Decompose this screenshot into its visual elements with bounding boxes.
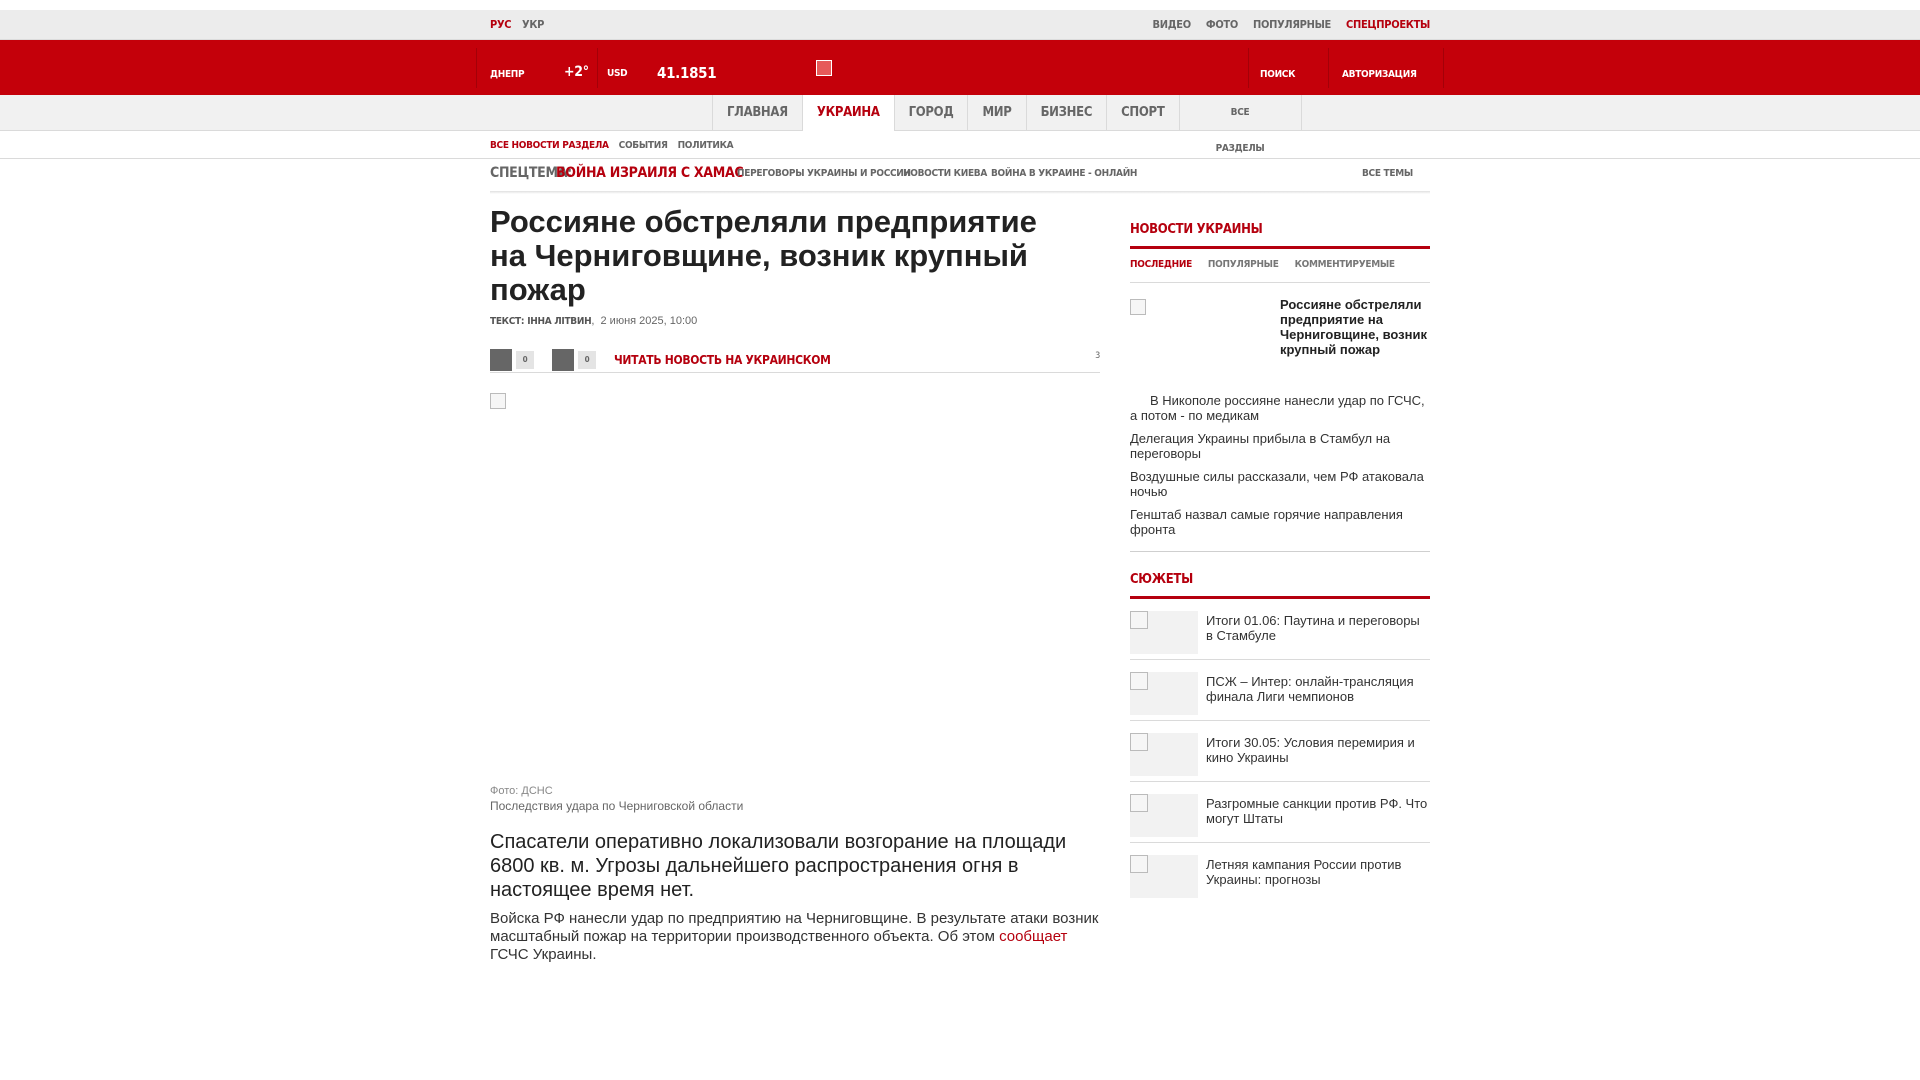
story-item[interactable] xyxy=(1130,599,1430,660)
share-bar xyxy=(490,343,1100,373)
news-item[interactable]: В Никополе россияне нанесли удар по ГСЧС, а потом - по медикам xyxy=(1130,393,1425,423)
nav-city[interactable]: ГОРОД xyxy=(895,95,969,131)
story-title[interactable]: Итоги 30.05: Условия перемирия и кино Украины xyxy=(1206,735,1415,765)
nav-world[interactable]: МИР xyxy=(968,95,1026,131)
topic-link-war-online[interactable]: ВОЙНА В УКРАИНЕ - ОНЛАЙН xyxy=(991,168,1138,179)
special-projects-link[interactable]: СПЕЦПРОЕКТЫ xyxy=(1346,18,1430,31)
story-item[interactable] xyxy=(1130,660,1430,721)
story-image[interactable] xyxy=(1130,855,1198,898)
story-title[interactable]: ПСЖ – Интер: онлайн-трансляция финала Лиги чемпионов xyxy=(1206,674,1414,704)
divider xyxy=(1130,551,1430,552)
news-item[interactable]: Делегация Украины прибыла в Стамбул на переговоры xyxy=(1130,431,1391,461)
site-logo[interactable] xyxy=(816,60,832,76)
article-body xyxy=(490,910,1100,964)
news-item[interactable]: Воздушные силы рассказали, чем РФ атаковала ночью xyxy=(1130,469,1424,499)
nav-ukraine[interactable]: УКРАИНА xyxy=(803,95,895,131)
news-tabs xyxy=(1130,259,1430,283)
section-subnav xyxy=(0,131,1920,159)
story-image[interactable] xyxy=(1130,611,1198,654)
source-link[interactable]: сообщает xyxy=(999,928,1068,945)
nav-all-sections[interactable]: ВСЕ РАЗДЕЛЫ xyxy=(1180,95,1302,131)
story-item[interactable] xyxy=(1130,843,1430,904)
featured-news-image[interactable] xyxy=(1130,299,1146,315)
special-topic-label: СПЕЦТЕМА: xyxy=(490,165,572,181)
divider xyxy=(490,191,1430,194)
site-header xyxy=(0,40,1920,95)
story-title[interactable]: Разгромные санкции против РФ. Что могут Штаты xyxy=(1206,796,1428,826)
read-in-ukrainian-link[interactable]: ЧИТАТЬ НОВОСТЬ НА УКРАИНСКОМ xyxy=(614,353,831,367)
divider xyxy=(597,48,598,88)
body-text: ГСЧС Украины. xyxy=(490,946,597,963)
divider xyxy=(1248,48,1249,88)
article-main-image xyxy=(490,393,506,409)
nav-business[interactable]: БИЗНЕС xyxy=(1027,95,1108,131)
story-image[interactable] xyxy=(1130,794,1198,837)
divider xyxy=(1130,246,1430,249)
share-count: 0 xyxy=(516,351,534,369)
video-link[interactable]: ВИДЕО xyxy=(1152,18,1191,31)
topic-link-negotiations[interactable]: ПЕРЕГОВОРЫ УКРАИНЫ И РОССИИ xyxy=(737,168,911,179)
story-title[interactable]: Летняя кампания России против Украины: прогнозы xyxy=(1206,857,1402,887)
topic-link-kyiv-news[interactable]: НОВОСТИ КИЕВА xyxy=(903,168,988,179)
article xyxy=(490,204,1100,963)
tab-popular[interactable]: ПОПУЛЯРНЫЕ xyxy=(1207,259,1279,270)
tab-commented[interactable]: КОММЕНТИРУЕМЫЕ xyxy=(1294,259,1395,270)
share-telegram-button[interactable] xyxy=(552,349,574,371)
article-date: 2 июня 2025, 10:00 xyxy=(600,315,698,327)
lang-ru-link[interactable]: РУС xyxy=(490,18,512,31)
featured-news-title[interactable]: Россияне обстреляли предприятие на Черниговщине, возник крупный пожар xyxy=(1280,297,1427,357)
ukraine-news-title[interactable]: НОВОСТИ УКРАИНЫ xyxy=(1130,222,1263,237)
share-count: 0 xyxy=(578,351,596,369)
search-link[interactable]: ПОИСК xyxy=(1260,69,1296,80)
special-topic-link[interactable]: ВОЙНА ИЗРАИЛЯ С ХАМАС xyxy=(556,165,744,181)
story-item[interactable] xyxy=(1130,782,1430,843)
comments-count[interactable]: 3 xyxy=(1095,351,1100,361)
author-name[interactable]: ІННА ЛІТВИН xyxy=(527,316,592,327)
featured-news[interactable] xyxy=(1130,283,1430,393)
share-facebook-button[interactable] xyxy=(490,349,512,371)
article-lead: Спасатели оперативно локализовали возгорание на площади 6800 кв. м. Угрозы дальнейшего распространения огня в настоящее время нет. xyxy=(490,831,1067,901)
body-text: Войска РФ нанесли удар по предприятию на Черниговщине. В результате атаки возник масштабный пожар на территории производственного объекта. Об этом xyxy=(490,910,1099,945)
subnav-events[interactable]: СОБЫТИЯ xyxy=(618,140,668,151)
nav-main[interactable]: ГЛАВНАЯ xyxy=(713,95,803,131)
subnav-all-news[interactable]: ВСЕ НОВОСТИ РАЗДЕЛА xyxy=(490,140,609,151)
photo-credit: Фото: ДСНС xyxy=(490,785,553,797)
photo-caption: Последствия удара по Черниговской области xyxy=(490,799,744,813)
article-byline: ТЕКСТ: ІННА ЛІТВИН, 2 июня 2025, 10:00 xyxy=(490,315,698,327)
currency-rate: 41.1851 xyxy=(657,64,717,82)
divider xyxy=(476,48,477,88)
top-bar xyxy=(0,10,1920,40)
all-topics-link[interactable]: ВСЕ ТЕМЫ xyxy=(1362,168,1413,179)
auth-link[interactable]: АВТОРИЗАЦИЯ xyxy=(1342,69,1417,80)
currency-label: USD xyxy=(607,68,628,79)
top-links xyxy=(1153,18,1431,31)
nav-sport[interactable]: СПОРТ xyxy=(1107,95,1179,131)
lang-ua-link[interactable]: УКР xyxy=(522,18,545,31)
special-topics-bar xyxy=(490,159,1430,192)
story-image[interactable] xyxy=(1130,672,1198,715)
city-label[interactable]: ДНЕПР xyxy=(490,69,525,80)
story-item[interactable] xyxy=(1130,721,1430,782)
author-prefix: ТЕКСТ: xyxy=(490,316,525,327)
temperature: +2° xyxy=(564,64,589,80)
story-image[interactable] xyxy=(1130,733,1198,776)
popular-link[interactable]: ПОПУЛЯРНЫЕ xyxy=(1253,18,1331,31)
photo-link[interactable]: ФОТО xyxy=(1205,18,1238,31)
tab-latest[interactable]: ПОСЛЕДНИЕ xyxy=(1130,259,1192,270)
divider xyxy=(1443,48,1444,88)
story-title[interactable]: Итоги 01.06: Паутина и переговоры в Стамбуле xyxy=(1206,613,1420,643)
sidebar xyxy=(1130,222,1430,904)
divider xyxy=(1328,48,1329,88)
stories-title[interactable]: СЮЖЕТЫ xyxy=(1130,572,1193,587)
subnav-politics[interactable]: ПОЛИТИКА xyxy=(677,140,734,151)
article-headline: Россияне обстреляли предприятие на Черниговщине, возник крупный пожар xyxy=(490,204,1037,307)
news-item[interactable]: Генштаб назвал самые горячие направления фронта xyxy=(1130,507,1403,537)
